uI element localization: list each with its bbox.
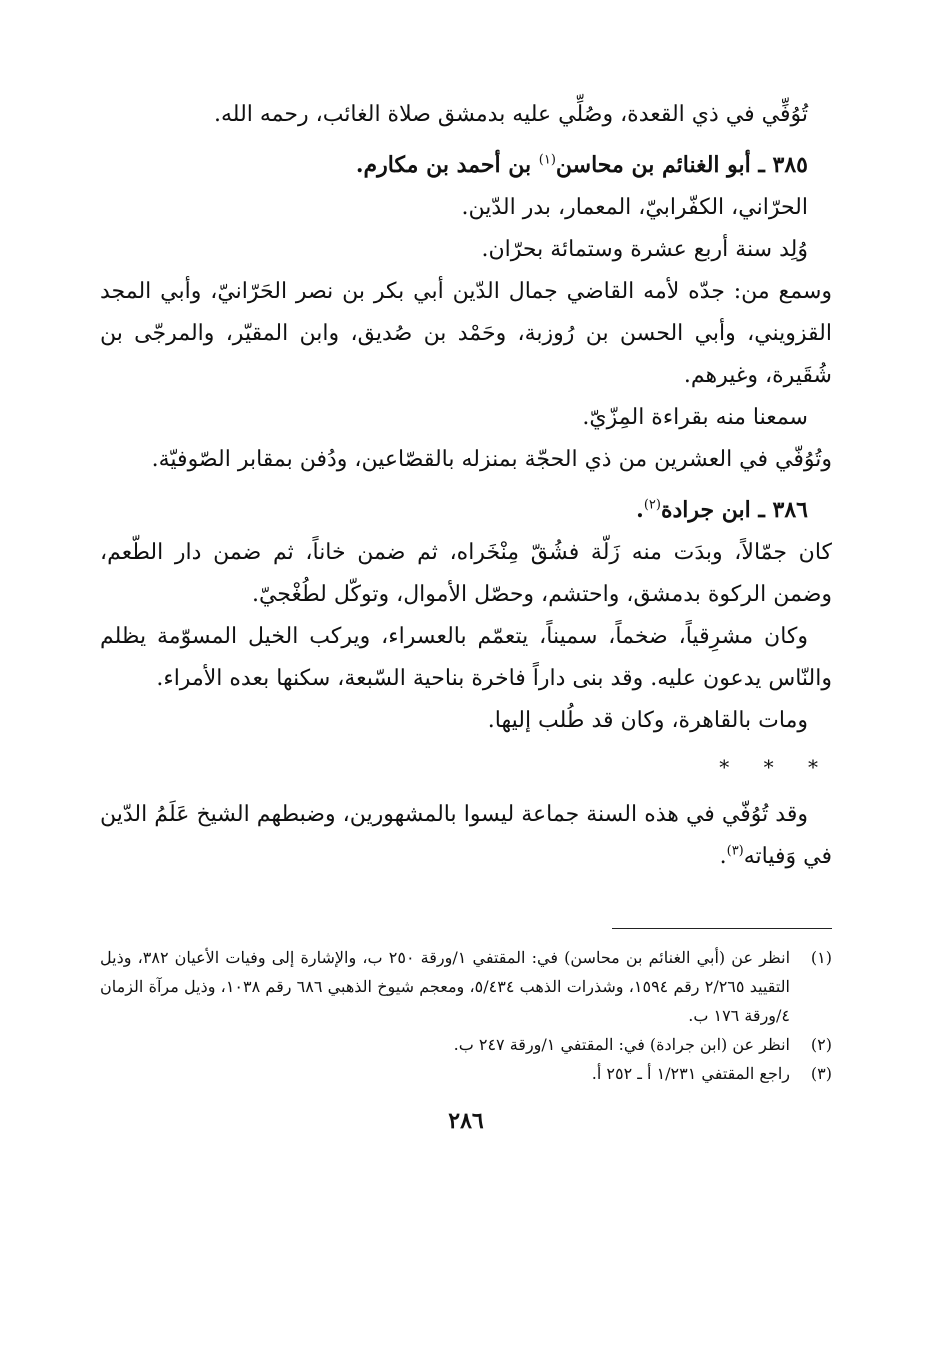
entry-386-career: كان جمّالاً، وبدَت منه زَلّة فشُقّ مِنْخَراه، ثم ضمن خاناً، ثم ضمن دار الطّعم، وضمن الركوة بدمشق، واحتشم، وحصّل الأموال، وتوكّل لطُغْجيّ. — [100, 540, 832, 607]
book-page — [100, 94, 832, 1334]
closing-note-text: وقد تُوُفّي في هذه السنة جماعة ليسوا بالمشهورين، وضبطهم الشيخ عَلَمُ الدّين في وَفياته — [100, 802, 832, 869]
entry-386-death: ومات بالقاهرة، وكان قد طُلب إليها. — [487, 708, 808, 733]
footnotes — [100, 943, 832, 1088]
entry-385-nisba: الحرّاني، الكفّرابيّ، المعمار، بدر الدّين. — [461, 195, 808, 220]
footnote-ref-2: (٢) — [643, 497, 661, 513]
entry-385-reading: سمعنا منه بقراءة المِزّيّ. — [582, 405, 808, 430]
footnote-text: راجع المقتفي ١/٢٣١ أ ـ ٢٥٢ أ. — [591, 1064, 790, 1083]
entry-386-title: ٣٨٦ ـ ابن جرادة — [660, 497, 808, 523]
entry-385-birth: وُلِد سنة أربع عشرة وستمائة بحرّان. — [481, 237, 808, 262]
entry-385-teachers: وسمع من: جدّه لأمه القاضي جمال الدّين أبي بكر بن نصر الحَرّانيّ، وأبي المجد القزويني، وأبي الحسن بن رُوزبة، وحَمْد بن صُديق، وابن المقيّر، والمرجّى بن شُقَيرة، وغيرهم. — [100, 279, 832, 388]
entry-385-death: وتُوُفّي في العشرين من ذي الحجّة بمنزله بالقصّاعين، ودُفن بمقابر الصّوفيّة. — [151, 447, 832, 472]
section-divider-stars: * * * — [719, 755, 832, 779]
entry-386-description: وكان مشرِقياً، ضخماً، سميناً، يتعمّم بالعسراء، ويركب الخيل المسوّمة يظلم والنّاس يدعون عليه. وقد بنى داراً فاخرة بناحية السّبعة، سكنها بعده الأمراء. — [100, 624, 832, 691]
footnote-text: انظر عن (أبي الغنائم بن محاسن) في: المقتفي ١/ورقة ٢٥٠ ب، والإشارة إلى وفيات الأعيان ٣٨٢، وذيل التقييد ٢/٢٦٥ رقم ١٥٩٤، وشذرات الذهب ٥/٤٣٤، ومعجم شيوخ الذهبي ٦٨٦ رقم ١٠٣٨، وذيل مرآة الزمان ٤/ورقة ١٧٦ ب. — [100, 948, 791, 1025]
footnote-3 — [100, 1059, 832, 1088]
page-number: ٢٨٦ — [448, 1108, 484, 1134]
closing-note-tail: . — [719, 844, 727, 869]
footnote-1 — [100, 943, 832, 1030]
obituary-line: تُوُفِّي في ذي القعدة، وصُلِّي عليه بدمشق صلاة الغائب، رحمه الله. — [214, 102, 808, 127]
footnote-text: انظر عن (ابن جرادة) في: المقتفي ١/ورقة ٢٤٧ ب. — [453, 1035, 790, 1054]
footnote-2 — [100, 1030, 832, 1059]
footnote-number: (٢) — [810, 1035, 832, 1054]
closing-note — [100, 794, 832, 878]
entry-385-heading — [100, 144, 832, 187]
main-text — [100, 94, 832, 878]
entry-385-title: ٣٨٥ ـ أبو الغنائم بن محاسن — [555, 152, 808, 178]
entry-386-title-tail: . — [636, 497, 644, 523]
entry-385-title-tail: بن أحمد بن مكارم. — [355, 152, 539, 178]
entry-386-heading — [100, 489, 832, 532]
footnote-number: (١) — [810, 948, 832, 967]
footnote-ref-3: (٣) — [726, 843, 744, 859]
footnote-ref-1: (١) — [538, 152, 556, 168]
footnote-number: (٣) — [810, 1064, 832, 1083]
footnote-separator — [612, 928, 832, 929]
